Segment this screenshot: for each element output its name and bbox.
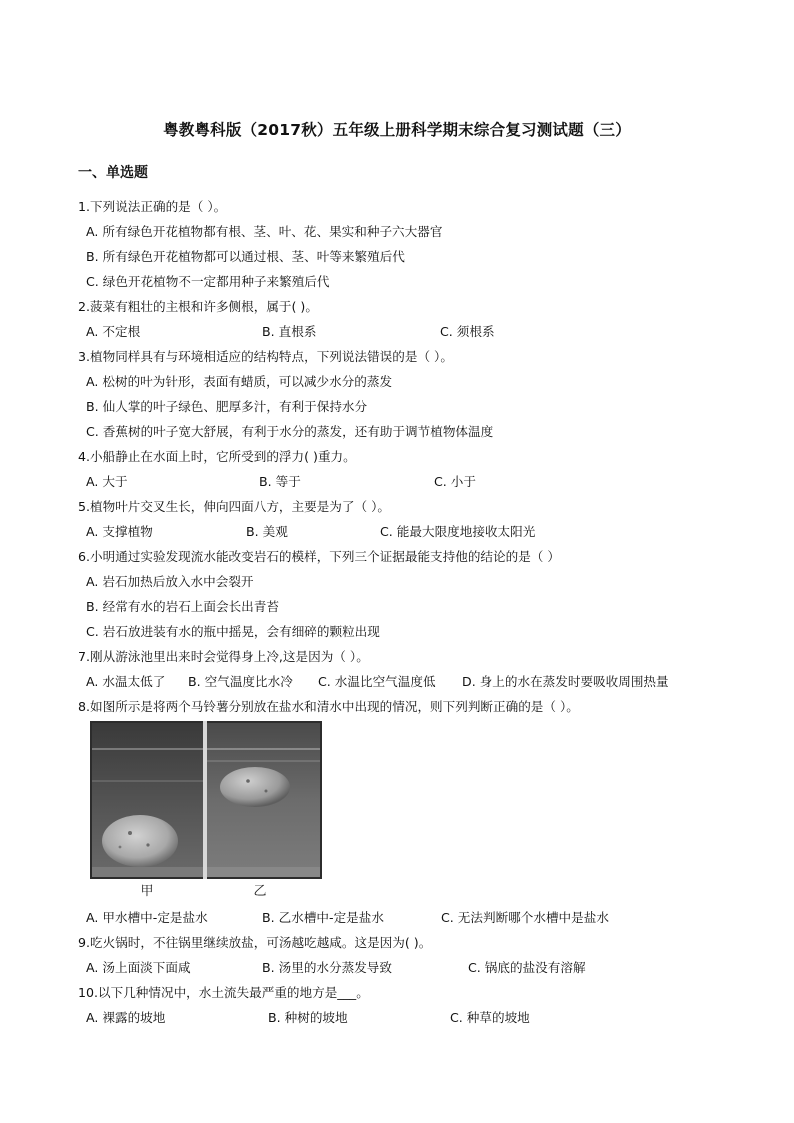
q10-option-b: B. 种树的坡地 [268, 1010, 348, 1025]
section-heading: 一、单选题 [78, 165, 148, 181]
page-title: 粤教粤科版（2017秋）五年级上册科学期末综合复习测试题（三） [163, 121, 631, 139]
q7-option-a: A. 水温太低了 [86, 674, 166, 689]
q4-option-c: C. 小于 [434, 474, 476, 489]
q10-option-a: A. 裸露的坡地 [86, 1010, 166, 1025]
q6-option-b: B. 经常有水的岩石上面会长出青苔 [86, 599, 279, 614]
label-yi: 乙 [253, 884, 267, 899]
q5-option-a: A. 支撑植物 [86, 524, 153, 539]
q3-option-a: A. 松树的叶为针形，表面有蜡质，可以减少水分的蒸发 [86, 374, 393, 389]
q4-option-b: B. 等于 [259, 474, 301, 489]
q5-option-b: B. 美观 [246, 524, 288, 539]
q4-option-a: A. 大于 [86, 474, 128, 489]
q1-option-b: B. 所有绿色开花植物都可以通过根、茎、叶等来繁殖后代 [86, 249, 405, 264]
q2-option-a: A. 不定根 [86, 324, 141, 339]
potato-experiment-photo [90, 721, 322, 899]
q8-option-b: B. 乙水槽中-定是盐水 [262, 910, 384, 925]
q7-option-c: C. 水温比空气温度低 [318, 674, 436, 689]
question-4: 4.小船静止在水面上时，它所受到的浮力( )重力。 [78, 449, 356, 464]
question-9: 9.吃火锅时，不往锅里继续放盐，可汤越吃越咸。这是因为( )。 [78, 935, 432, 950]
potato-floating [220, 767, 290, 807]
q1-option-a: A. 所有绿色开花植物都有根、茎、叶、花、果实和种子六大器官 [86, 224, 443, 239]
potato-sunk [102, 815, 178, 867]
q9-option-c: C. 锅底的盐没有溶解 [468, 960, 586, 975]
question-6: 6.小明通过实验发现流水能改变岩石的模样，下列三个证据最能支持他的结论的是（ ） [78, 549, 560, 564]
question-2: 2.菠菜有粗壮的主根和许多侧根，属于( )。 [78, 299, 318, 314]
q7-option-d: D. 身上的水在蒸发时要吸收周围热量 [462, 674, 669, 689]
q9-option-b: B. 汤里的水分蒸发导致 [262, 960, 392, 975]
q8-option-c: C. 无法判断哪个水槽中是盐水 [441, 910, 609, 925]
q3-option-b: B. 仙人掌的叶子绿色、肥厚多汁，有利于保持水分 [86, 399, 368, 414]
q2-option-c: C. 须根系 [440, 324, 495, 339]
question-5: 5.植物叶片交叉生长，伸向四面八方，主要是为了（ ）。 [78, 499, 390, 514]
q6-option-c: C. 岩石放进装有水的瓶中摇晃，会有细碎的颗粒出现 [86, 624, 380, 639]
label-jia: 甲 [140, 884, 154, 899]
question-3: 3.植物同样具有与环境相适应的结构特点，下列说法错误的是（ ）。 [78, 349, 453, 364]
q2-option-b: B. 直根系 [262, 324, 317, 339]
question-8: 8.如图所示是将两个马铃薯分别放在盐水和清水中出现的情况，则下列判断正确的是（ ）。 [78, 699, 579, 714]
question-10: 10.以下几种情况中，水土流失最严重的地方是___。 [78, 985, 369, 1000]
question-1: 1.下列说法正确的是（ ）。 [78, 199, 227, 214]
q8-option-a: A. 甲水槽中-定是盐水 [86, 910, 208, 925]
question-7: 7.刚从游泳池里出来时会觉得身上冷,这是因为（ ）。 [78, 649, 369, 664]
q1-option-c: C. 绿色开花植物不一定都用种子来繁殖后代 [86, 274, 330, 289]
q10-option-c: C. 种草的坡地 [450, 1010, 530, 1025]
q9-option-a: A. 汤上面淡下面咸 [86, 960, 191, 975]
q6-option-a: A. 岩石加热后放入水中会裂开 [86, 574, 254, 589]
q3-option-c: C. 香蕉树的叶子宽大舒展，有利于水分的蒸发，还有助于调节植物体温度 [86, 424, 494, 439]
q7-option-b: B. 空气温度比水冷 [188, 674, 293, 689]
q5-option-c: C. 能最大限度地接收太阳光 [380, 524, 536, 539]
